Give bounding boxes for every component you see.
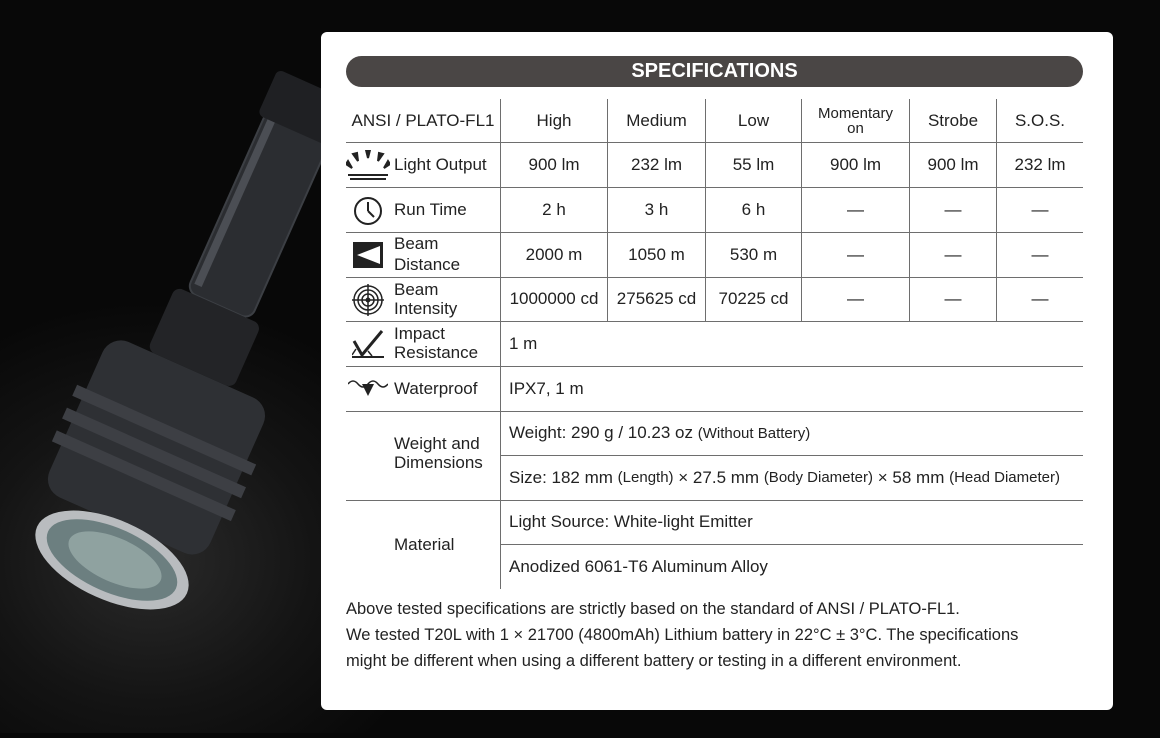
- footnote-line-1: Above tested specifications are strictly based on the standard of ANSI / PLATO-FL1.: [346, 600, 960, 618]
- beam-intensity-label-1: Beam: [394, 280, 439, 299]
- beam-intensity-medium: 275625 cd: [616, 289, 697, 308]
- run-time-strobe: —: [944, 199, 962, 219]
- material-light-source: Light Source: White-light Emitter: [509, 512, 753, 531]
- size-value: [509, 455, 1084, 500]
- waterproof-label: Waterproof: [394, 378, 478, 398]
- material-label: Material: [394, 534, 455, 554]
- beam-intensity-sos: —: [1031, 289, 1049, 308]
- mode-sos-header: S.O.S.: [1014, 110, 1066, 130]
- specifications-card: [321, 32, 1113, 710]
- size-prefix: Size: 182 mm: [509, 467, 613, 487]
- beam-intensity-label-2: Intensity: [394, 299, 458, 318]
- size-body-value: × 27.5 mm: [678, 467, 760, 487]
- run-time-low: 6 h: [741, 199, 766, 219]
- beam-distance-momentary: —: [847, 244, 864, 264]
- specifications-banner: SPECIFICATIONS: [346, 56, 1083, 87]
- beam-intensity-momentary: —: [847, 289, 864, 308]
- light-output-label: Light Output: [394, 154, 487, 174]
- weight-dimensions-label-2: Dimensions: [394, 453, 483, 472]
- beam-distance-icon: [353, 242, 383, 268]
- beam-distance-medium: 1050 m: [628, 244, 685, 264]
- waterproof-icon: [348, 378, 388, 398]
- impact-label-1: Impact: [394, 324, 446, 343]
- run-time-label: Run Time: [394, 199, 467, 219]
- run-time-medium: 3 h: [644, 199, 669, 219]
- footnote: [346, 596, 1106, 674]
- standard-label: ANSI / PLATO-FL1: [351, 110, 495, 130]
- run-time-momentary: —: [847, 199, 864, 219]
- light-output-high: 900 lm: [528, 154, 580, 174]
- beam-distance-strobe: —: [944, 244, 962, 264]
- light-output-low: 55 lm: [732, 154, 775, 174]
- mode-momentary-header: Momentary on: [817, 104, 894, 137]
- beam-intensity-high: 1000000 cd: [509, 289, 599, 308]
- beam-distance-high: 2000 m: [525, 244, 583, 264]
- mode-strobe-header: Strobe: [927, 110, 979, 130]
- waterproof-value: IPX7, 1 m: [509, 378, 584, 398]
- beam-intensity-strobe: —: [944, 289, 962, 308]
- footnote-line-3: might be different when using a different battery or testing in a different environment.: [346, 652, 962, 670]
- weight-dimensions-label-1: Weight and: [394, 434, 480, 453]
- light-output-strobe: 900 lm: [927, 154, 979, 174]
- weight-value: [509, 411, 1079, 455]
- light-output-momentary: 900 lm: [829, 154, 882, 174]
- footnote-line-2: We tested T20L with 1 × 21700 (4800mAh) Lithium battery in 22°C ± 3°C. The specifications: [346, 626, 1019, 644]
- run-time-high: 2 h: [542, 199, 566, 219]
- impact-resistance-icon: [352, 329, 384, 359]
- weight-main: Weight: 290 g / 10.23 oz: [509, 423, 693, 442]
- beam-distance-label-2: Distance: [394, 255, 461, 274]
- size-length-note: (Length): [617, 469, 674, 486]
- light-output-sos: 232 lm: [1014, 154, 1066, 174]
- mode-medium-header: Medium: [626, 110, 687, 130]
- beam-distance-label-1: Beam: [394, 234, 439, 253]
- light-output-medium: 232 lm: [630, 154, 683, 174]
- impact-value: 1 m: [509, 333, 538, 353]
- run-time-sos: —: [1031, 199, 1049, 219]
- clock-icon: [353, 196, 383, 226]
- mode-low-header: Low: [737, 110, 770, 130]
- mode-high-header: High: [536, 110, 572, 130]
- flashlight-illustration: [0, 0, 330, 733]
- material-body: Anodized 6061-T6 Aluminum Alloy: [509, 556, 768, 576]
- size-body-note: (Body Diameter): [763, 469, 874, 486]
- beam-distance-sos: —: [1031, 244, 1049, 264]
- beam-intensity-low: 70225 cd: [718, 289, 789, 308]
- light-output-icon: [346, 150, 390, 180]
- size-head-value: × 58 mm: [877, 467, 945, 487]
- beam-distance-low: 530 m: [729, 244, 778, 264]
- impact-label-2: Resistance: [394, 343, 479, 362]
- size-head-note: (Head Diameter): [949, 469, 1060, 486]
- weight-note: (Without Battery): [697, 424, 811, 442]
- beam-intensity-icon: [352, 284, 384, 316]
